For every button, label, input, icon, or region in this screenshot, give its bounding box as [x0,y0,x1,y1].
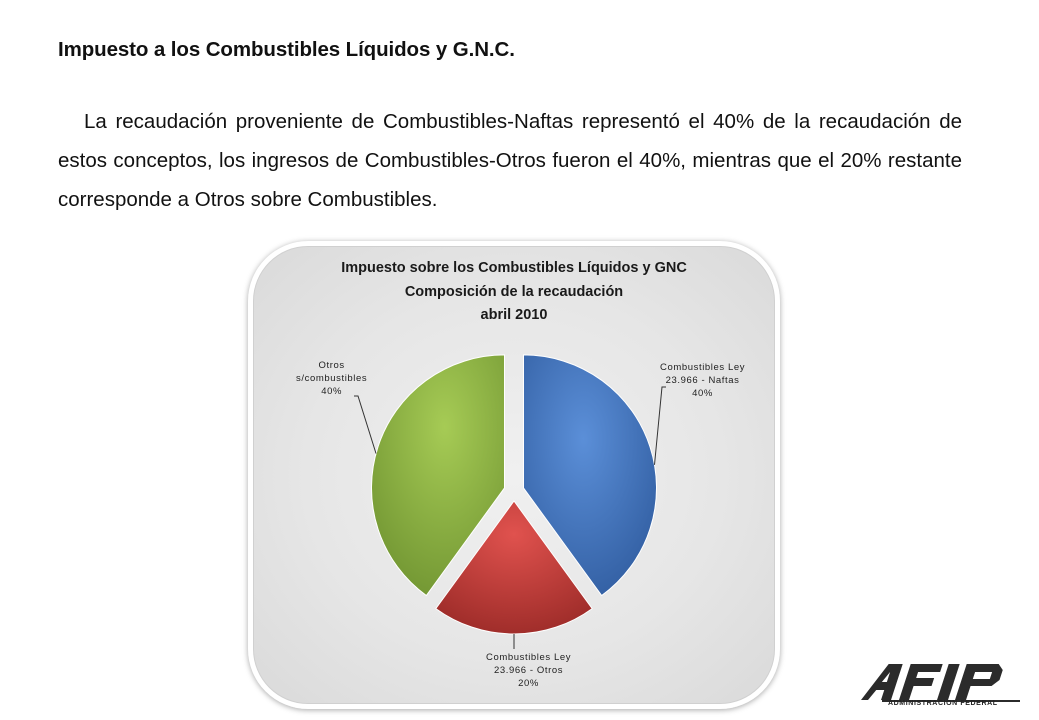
leader-line-otros-s-combustibles [354,396,376,453]
slice-label-otros-s-combustibles-line-1: Otros [318,360,345,371]
body-paragraph: La recaudación proveniente de Combustibles-Naftas representó el 40% de la recaudación de estos conceptos, los ingresos de Combustibles-Otros fueron el 40%, mientras que el 20% restante corresponde a Otros sobre Combustibles. [58,110,962,211]
slice-label-otros-s-combustibles-line-3: 40% [321,386,343,397]
slice-label-otros [486,651,571,690]
chart-title-line-1: Impuesto sobre los Combustibles Líquidos y GNC [341,260,687,276]
chart-title-line-2: Composición de la recaudación [404,284,624,300]
slice-label-naftas-line-3: 40% [692,388,713,399]
slice-label-naftas [660,361,745,400]
pie-chart-panel [248,241,780,709]
page-heading: Impuesto a los Combustibles Líquidos y G.N.C. [58,38,515,61]
slice-label-otros-line-1: Combustibles Ley [486,652,572,663]
slice-label-naftas-line-1: Combustibles Ley [660,362,746,373]
slice-label-naftas-line-2: 23.966 - Naftas [665,375,740,386]
slice-label-otros-line-3: 20% [518,678,539,689]
slice-label-otros-s-combustibles [296,359,367,398]
chart-title-line-3: abril 2010 [480,307,548,323]
pie-chart [248,241,780,709]
afip-logo [860,660,1028,704]
afip-logo-subtitle: ADMINISTRACION FEDERAL [888,700,998,707]
slice-label-otros-line-2: 23.966 - Otros [493,665,564,676]
slice-label-otros-s-combustibles-line-2: s/combustibles [296,373,368,384]
